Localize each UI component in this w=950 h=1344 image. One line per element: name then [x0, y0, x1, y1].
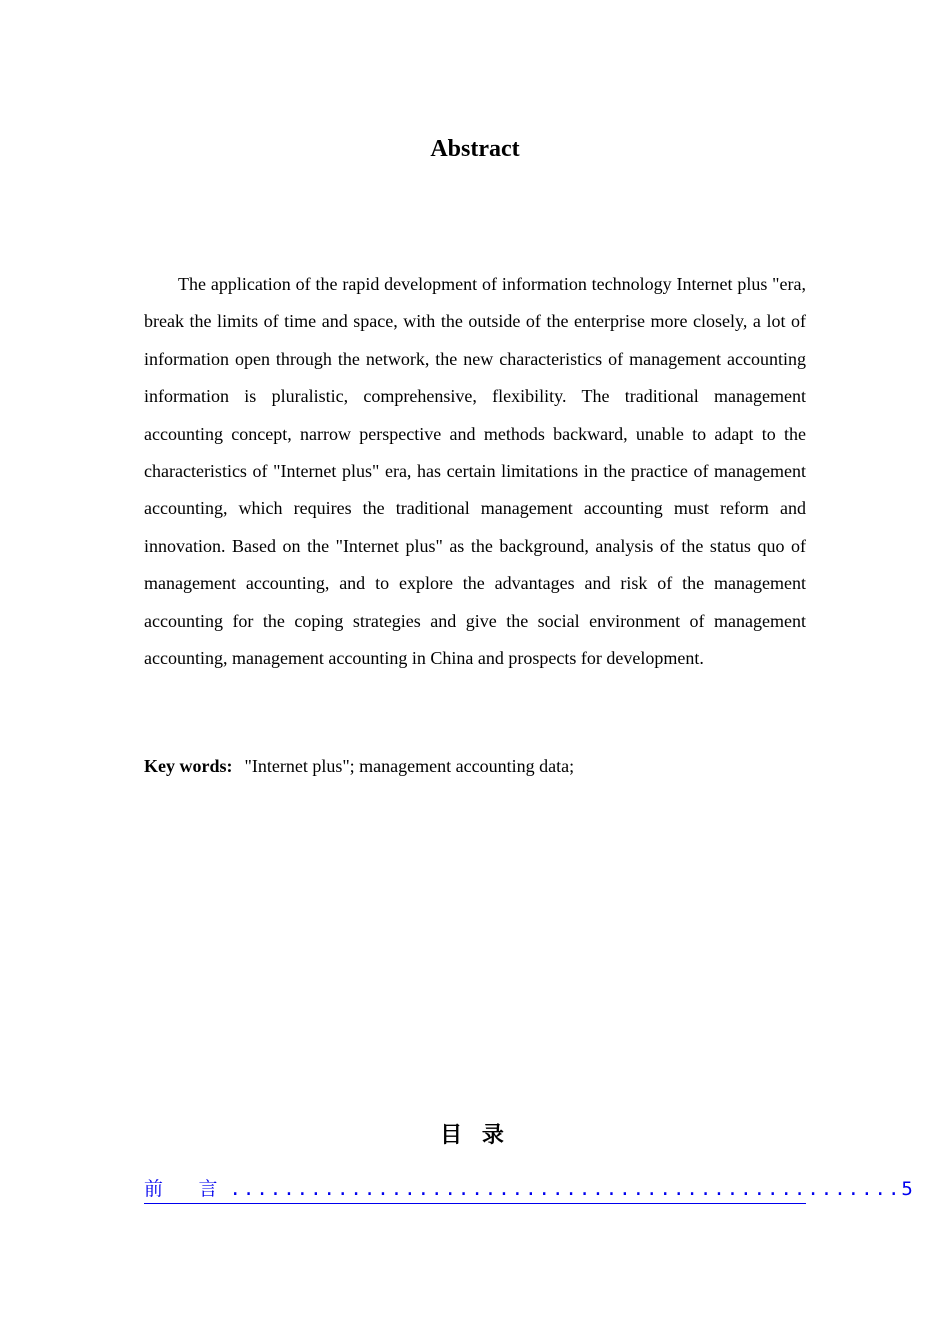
keywords-line [144, 752, 806, 780]
toc-entry-leader: .................................................. [229, 1178, 902, 1200]
toc-entry-preface[interactable] [144, 1174, 913, 1204]
keywords-label: Key words: [144, 756, 233, 776]
keywords-value: "Internet plus"; management accounting data; [244, 756, 575, 776]
toc-entry-label: 前 言 [144, 1178, 230, 1200]
toc-title: 目 录 [440, 1123, 510, 1148]
abstract-body: The application of the rapid development of information technology Internet plus "era, break the limits of time and space, with the outside of the enterprise more closely, a lot of information open through the network, the new characteristics of management accounting information is pluralistic, comprehensive, flexibility. The traditional management accounting concept, narrow perspective and methods backward, unable to adapt to the characteristics of "Internet plus" era, has certain limitations in the practice of management accounting, which requires the traditional management accounting must reform and innovation. Based on the "Internet plus" as the background, analysis of the status quo of management accounting, and to explore the advantages and risk of the management accounting for the coping strategies and give the social environment of management accounting, management accounting in China and prospects for development. [144, 274, 806, 669]
toc-entry-page-number: 5 [901, 1178, 913, 1200]
abstract-title: Abstract [430, 136, 520, 162]
